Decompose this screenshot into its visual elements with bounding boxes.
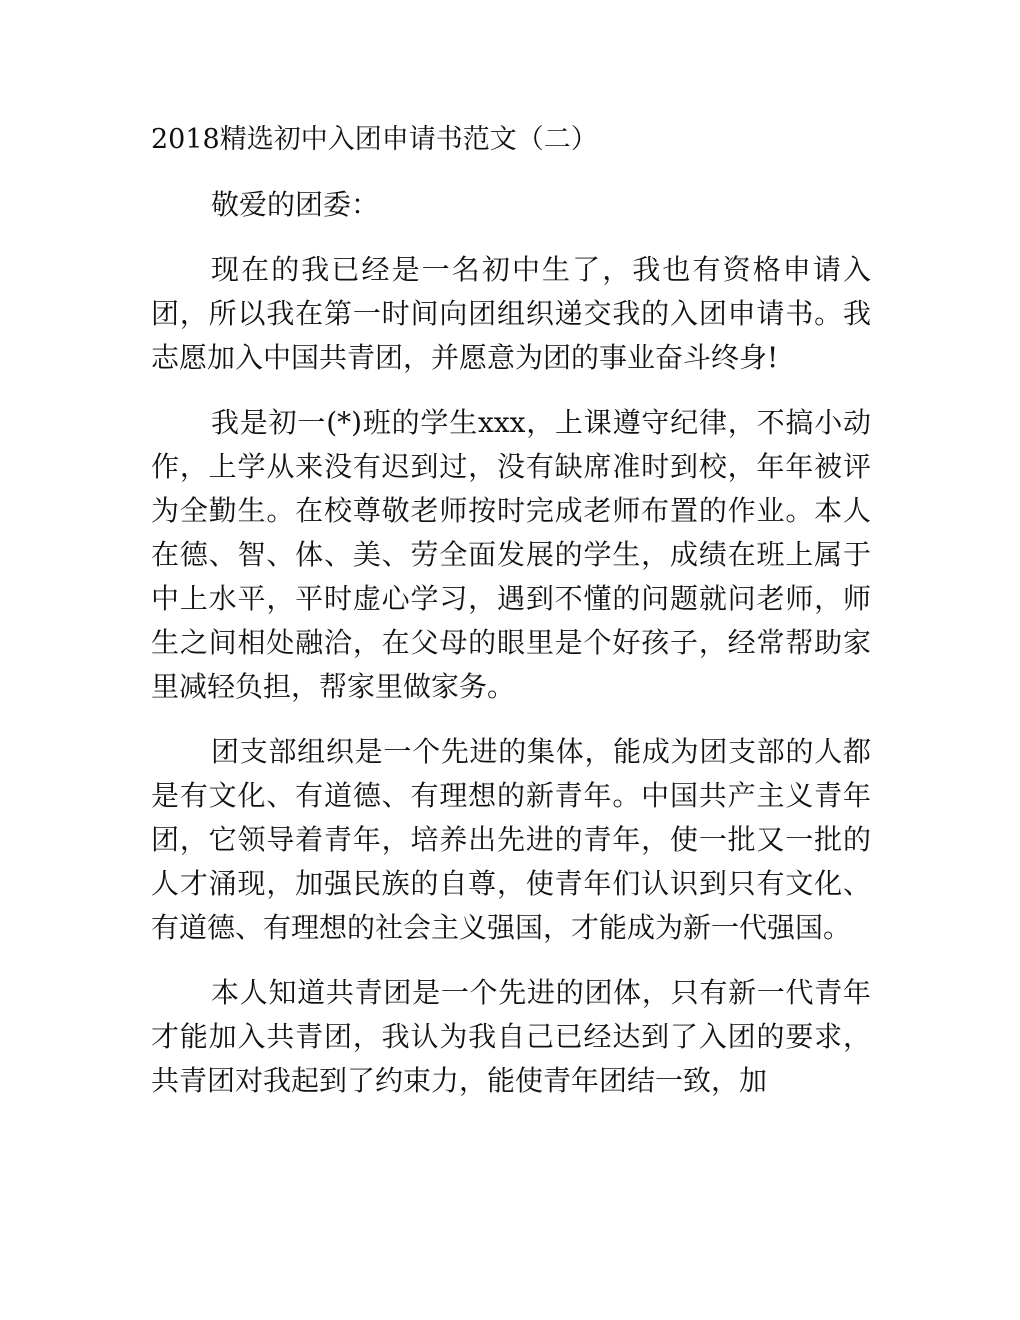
- paragraph-league-value: 团支部组织是一个先进的集体，能成为团支部的人都是有文化、有道德、有理想的新青年。中国共产主义青年团，它领导着青年，培养出先进的青年，使一批又一批的人才涌现，加强民族的自尊，使青年们认识到只有文化、有道德、有理想的社会主义强国，才能成为新一代强国。: [151, 735, 871, 944]
- paragraph-personal-introduction: 我是初一(*)班的学生xxx，上课遵守纪律，不搞小动作，上学从来没有迟到过，没有缺席准时到校，年年被评为全勤生。在校尊敬老师按时完成老师布置的作业。本人在德、智、体、美、劳全面发展的学生，成绩在班上属于中上水平，平时虚心学习，遇到不懂的问题就问老师，师生之间相处融洽，在父母的眼里是个好孩子，经常帮助家里减轻负担，帮家里做家务。: [151, 406, 871, 703]
- paragraph-league-requirements: 本人知道共青团是一个先进的团体，只有新一代青年才能加入共青团，我认为我自己已经达到了入团的要求，共青团对我起到了约束力，能使青年团结一致，加: [151, 976, 871, 1097]
- document-title: 2018精选初中入团申请书范文（二）: [151, 124, 598, 155]
- salutation: 敬爱的团委：: [211, 188, 380, 221]
- paragraph-application-intent: 现在的我已经是一名初中生了，我也有资格申请入团，所以我在第一时间向团组织递交我的入团申请书。我志愿加入中国共青团，并愿意为团的事业奋斗终身!: [151, 253, 871, 374]
- document-body: [151, 118, 871, 1124]
